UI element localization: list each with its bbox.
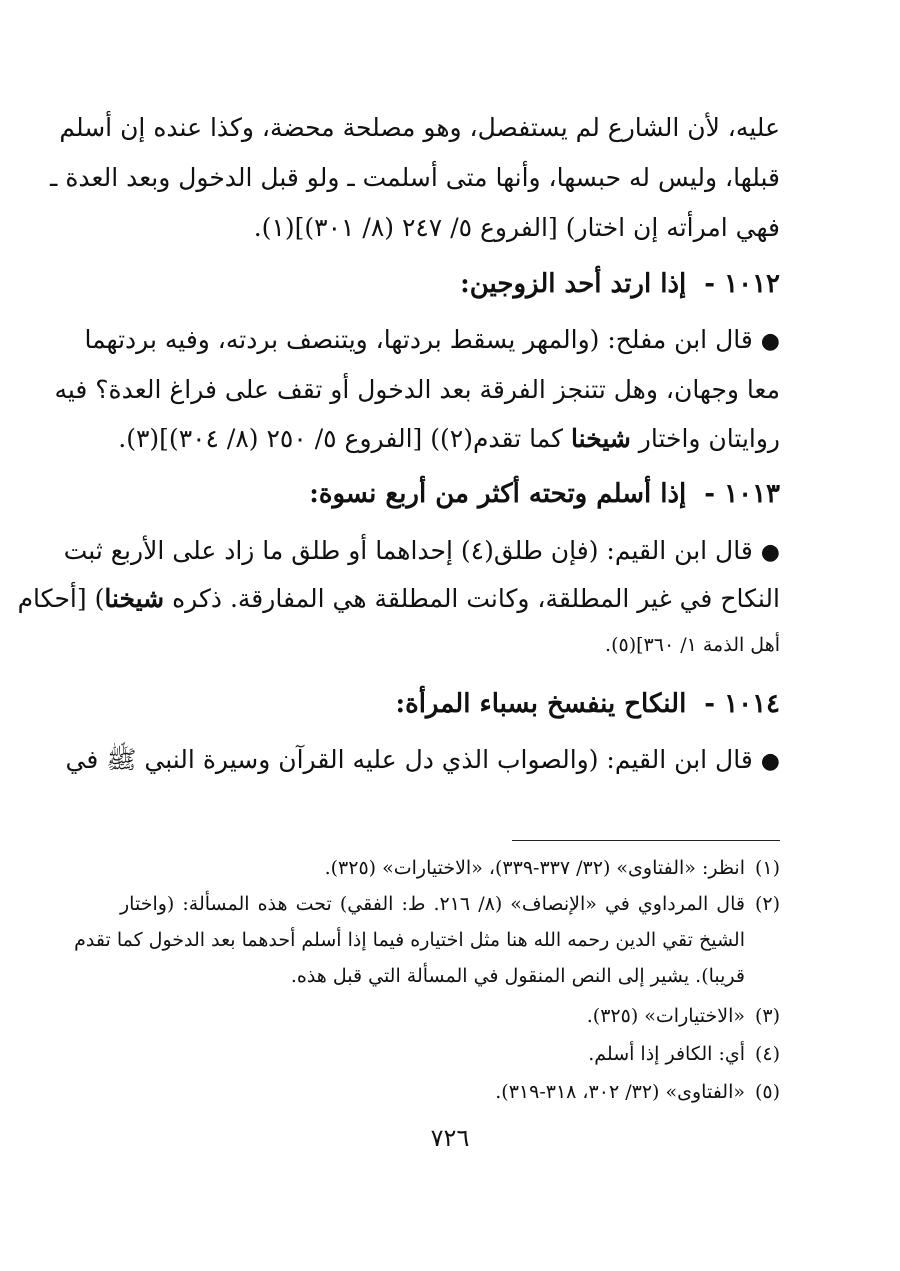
footnote-divider <box>512 840 780 841</box>
emphasis-text: شيخنا <box>571 424 631 453</box>
quote-text: النكاح في غير المطلقة، وكانت المطلقة هي المفارقة. ذكره <box>164 584 780 613</box>
footnote-5 <box>120 1080 780 1104</box>
section-number: ١٠١٤ - <box>704 689 780 719</box>
section-title: إذا أسلم وتحته أكثر من أربع نسوة: <box>309 479 687 509</box>
section-number: ١٠١٢ - <box>704 269 780 299</box>
footnote-number: (٣) <box>754 1005 780 1027</box>
section-heading-1012 <box>120 268 780 300</box>
footnote-2-continued: الشيخ تقي الدين رحمه الله هنا مثل اختياره فيما إذا أسلم أحدهما بعد الدخول كما تقدم <box>74 929 745 951</box>
section-number: ١٠١٣ - <box>704 479 780 509</box>
paragraph-line <box>17 584 780 614</box>
paragraph-line <box>63 536 780 568</box>
emphasis-text: شيخنا <box>104 584 165 613</box>
paragraph-line <box>120 424 780 454</box>
footnote-4 <box>120 1042 780 1066</box>
section-heading-1014 <box>120 688 780 720</box>
section-title: إذا ارتد أحد الزوجين: <box>460 269 687 299</box>
footnote-number: (١) <box>754 857 780 879</box>
footnote-text: قال المرداوي في «الإنصاف» (٨/ ٢١٦. ط: الفقي) تحت هذه المسألة: (واختار <box>120 893 745 915</box>
quote-text: قال ابن مفلح: (والمهر يسقط بردتها، ويتنصف بردته، وفيه بردتهما <box>84 325 753 354</box>
footnote-1 <box>120 856 780 880</box>
quote-text: كما تقدم(٢)) [الفروع ٥/ ٢٥٠ (٨/ ٣٠٤)](٣). <box>118 424 572 453</box>
footnote-number: (٢) <box>754 893 780 915</box>
bullet-icon: ● <box>760 749 780 774</box>
paragraph-line: عليه، لأن الشارع لم يستفصل، وهو مصلحة محضة، وكذا عنده إن أسلم <box>59 113 780 142</box>
quote-text: قال ابن القيم: (فإن طلق(٤) إحداهما أو طلق ما زاد على الأربع ثبت <box>63 536 753 565</box>
footnote-number: (٤) <box>754 1043 780 1065</box>
bullet-icon: ● <box>760 540 780 565</box>
paragraph-line <box>84 325 780 357</box>
footnote-text: أي: الكافر إذا أسلم. <box>588 1043 745 1065</box>
footnote-3 <box>120 1004 780 1028</box>
footnote-2-continued: قريبا). يشير إلى النص المنقول في المسألة التي قبل هذه. <box>290 965 745 987</box>
footnote-text: «الفتاوى» (٣٢/ ٣٠٢، ٣١٨-٣١٩). <box>495 1081 745 1103</box>
section-heading-1013 <box>120 478 780 510</box>
paragraph-line: فهي امرأته إن اختار) [الفروع ٥/ ٢٤٧ (٨/ ٣٠١)](١). <box>253 213 780 242</box>
page-number: ٧٢٦ <box>430 1124 470 1152</box>
quote-text: قال ابن القيم: (والصواب الذي دل عليه القرآن وسيرة النبي ﷺ في <box>65 745 753 774</box>
footnote-text: انظر: «الفتاوى» (٣٢/ ٣٣٧-٣٣٩)، «الاختيارات» (٣٢٥). <box>324 857 745 879</box>
bullet-icon: ● <box>760 329 780 354</box>
section-title: النكاح ينفسخ بسباء المرأة: <box>395 689 687 719</box>
footnote-number: (٥) <box>754 1081 780 1103</box>
quote-text: روايتان واختار <box>630 424 780 453</box>
paragraph-line: معا وجهان، وهل تتنجز الفرقة بعد الدخول أو تقف على فراغ العدة؟ فيه <box>54 375 780 404</box>
paragraph-line <box>65 745 780 777</box>
quote-text: ) [أحكام <box>17 584 105 613</box>
footnote-2 <box>120 892 780 916</box>
paragraph-line: أهل الذمة ١/ ٣٦٠](٥). <box>605 634 780 656</box>
footnote-text: «الاختيارات» (٣٢٥). <box>586 1005 745 1027</box>
paragraph-line: قبلها، وليس له حبسها، وأنها متى أسلمت ـ ولو قبل الدخول وبعد العدة ـ <box>50 163 780 192</box>
